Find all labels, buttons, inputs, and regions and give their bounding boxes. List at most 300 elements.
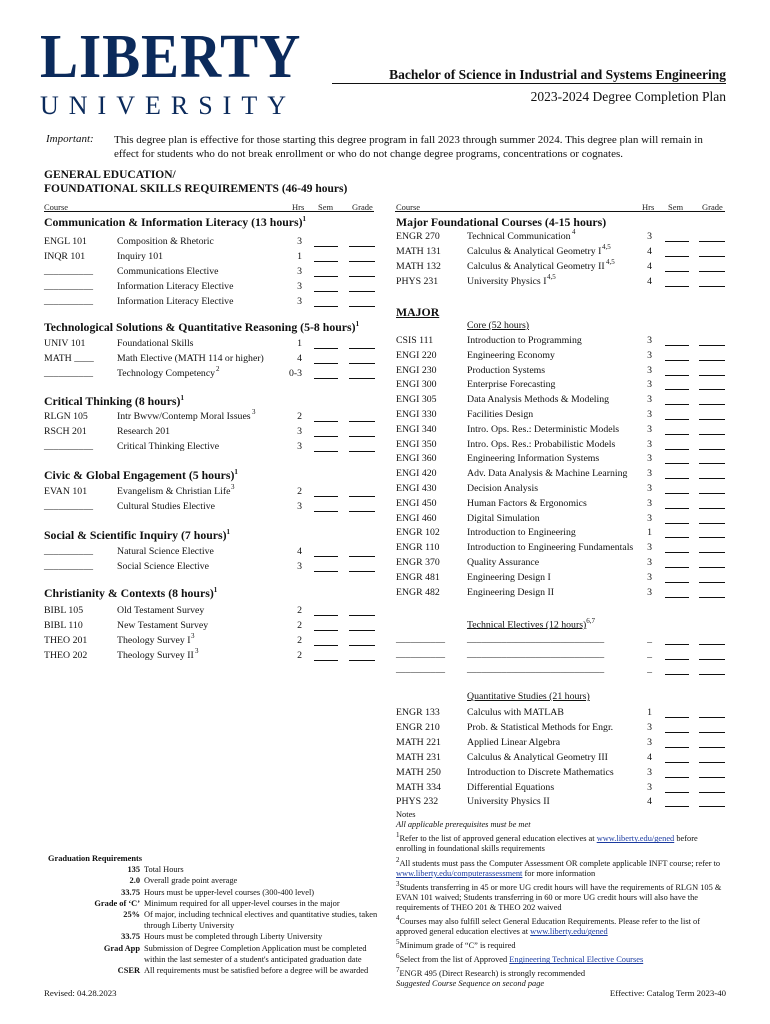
gen-ed-heading-line1: GENERAL EDUCATION/ bbox=[44, 169, 176, 181]
course-row bbox=[44, 560, 378, 574]
course-code: RLGN 105 bbox=[44, 411, 88, 422]
grade-blank[interactable] bbox=[699, 597, 725, 598]
note-1-text-b: before enrolling in foundational skills requirements bbox=[396, 834, 698, 854]
semester-blank[interactable] bbox=[665, 537, 689, 538]
course-code: ENGI 340 bbox=[396, 423, 437, 435]
course-code: ENGR 102 bbox=[396, 527, 440, 539]
course-hours: 4 bbox=[647, 260, 652, 272]
course-name: New Testament Survey bbox=[117, 619, 209, 631]
course-code: THEO 202 bbox=[44, 649, 88, 661]
course-row bbox=[396, 795, 728, 809]
course-row bbox=[44, 250, 378, 264]
course-name: University Physics II bbox=[467, 796, 550, 808]
grade-blank[interactable] bbox=[699, 449, 725, 450]
course-hours: 4 bbox=[297, 546, 302, 557]
course-code: ENGI 220 bbox=[396, 349, 437, 361]
grad-value: Overall grade point average bbox=[144, 876, 238, 886]
important-text: This degree plan is effective for those starting this degree program in fall 2023 through summer 2024. This degree plan will remain in effect for students who do not break enrollment or who do not change degree programs, concentrations or cognates. bbox=[114, 134, 703, 160]
note-2-text: All students must pass the Computer Assessment OR complete applicable INFT course; refer to bbox=[399, 858, 721, 868]
grad-row bbox=[44, 965, 384, 976]
course-row bbox=[396, 736, 728, 750]
grade-blank[interactable] bbox=[349, 630, 375, 631]
course-hours: _ bbox=[647, 649, 652, 660]
grade-blank[interactable] bbox=[699, 644, 725, 645]
course-code: INQR 101 bbox=[44, 250, 86, 262]
course-hours: 3 bbox=[647, 394, 652, 406]
course-hours: 3 bbox=[647, 766, 652, 778]
right-col-course: Course bbox=[396, 202, 421, 212]
course-row bbox=[44, 500, 378, 514]
footnote-ref: 4,5 bbox=[602, 242, 611, 251]
semester-blank[interactable] bbox=[665, 271, 689, 272]
section-title bbox=[44, 320, 359, 335]
course-name: Natural Science Elective bbox=[117, 546, 214, 557]
grade-blank[interactable] bbox=[699, 762, 725, 763]
grade-blank[interactable] bbox=[349, 378, 375, 379]
grade-blank[interactable] bbox=[699, 463, 725, 464]
grad-value: Minimum required for all upper-level courses in the major bbox=[144, 898, 340, 908]
footnote-ref: 3 bbox=[231, 483, 235, 491]
course-hours: 1 bbox=[297, 338, 302, 349]
grade-blank[interactable] bbox=[349, 571, 375, 572]
course-name: Introduction to Engineering Fundamentals bbox=[467, 542, 634, 554]
semester-blank[interactable] bbox=[665, 732, 689, 733]
major-title: MAJOR bbox=[396, 305, 440, 319]
gened-link-2[interactable]: www.liberty.edu/gened bbox=[530, 927, 608, 937]
course-hours: 0-3 bbox=[288, 367, 302, 379]
course-code: __________ bbox=[396, 664, 445, 675]
grade-blank[interactable] bbox=[699, 419, 725, 420]
semester-blank[interactable] bbox=[665, 434, 689, 435]
graduation-requirements bbox=[44, 853, 384, 976]
course-row bbox=[44, 646, 378, 663]
grade-blank[interactable] bbox=[349, 451, 375, 452]
course-name: Differential Equations bbox=[467, 781, 555, 793]
semester-blank[interactable] bbox=[665, 463, 689, 464]
footnote-ref: 4 bbox=[572, 228, 576, 236]
semester-blank[interactable] bbox=[665, 389, 689, 390]
grade-blank[interactable] bbox=[699, 404, 725, 405]
course-code: MATH 132 bbox=[396, 260, 441, 272]
course-name: Adv. Data Analysis & Machine Learning bbox=[467, 468, 628, 480]
course-hours: 3 bbox=[297, 560, 302, 572]
course-hours: 2 bbox=[297, 486, 302, 497]
semester-blank[interactable] bbox=[314, 511, 338, 512]
course-row bbox=[396, 482, 728, 496]
course-row bbox=[396, 230, 728, 244]
course-code: __________ bbox=[44, 265, 93, 277]
course-row bbox=[396, 541, 728, 555]
course-row bbox=[44, 280, 378, 294]
quant-title-text: Quantitative Studies (21 hours) bbox=[467, 691, 590, 702]
course-row bbox=[396, 242, 728, 259]
semester-blank[interactable] bbox=[314, 276, 338, 277]
course-code: PHYS 231 bbox=[396, 275, 439, 287]
grad-key: Grade of ‘C’ bbox=[94, 898, 140, 908]
grade-blank[interactable] bbox=[349, 291, 375, 292]
course-row bbox=[396, 721, 728, 735]
course-name: Communications Elective bbox=[117, 265, 219, 277]
grade-blank[interactable] bbox=[699, 537, 725, 538]
course-hours: _ bbox=[647, 664, 652, 675]
course-name: Introduction to Engineering bbox=[467, 527, 576, 539]
grade-blank[interactable] bbox=[699, 792, 725, 793]
course-hours: 3 bbox=[647, 781, 652, 793]
semester-blank[interactable] bbox=[665, 241, 689, 242]
course-code: ENGI 300 bbox=[396, 379, 437, 391]
grad-key: 33.75 bbox=[121, 932, 140, 942]
semester-blank[interactable] bbox=[314, 436, 338, 437]
computer-assessment-link[interactable]: www.liberty.edu/computerassessment bbox=[396, 868, 523, 878]
course-name: Calculus & Analytical Geometry II bbox=[467, 260, 605, 272]
grade-blank[interactable] bbox=[699, 674, 725, 675]
notes-title: Notes bbox=[396, 810, 416, 819]
grade-blank[interactable] bbox=[349, 496, 375, 497]
semester-blank[interactable] bbox=[665, 674, 689, 675]
semester-blank[interactable] bbox=[314, 261, 338, 262]
course-name: Calculus & Analytical Geometry III bbox=[467, 751, 608, 763]
course-hours: 2 bbox=[297, 649, 302, 661]
grade-blank[interactable] bbox=[349, 348, 375, 349]
grad-row bbox=[44, 864, 384, 875]
course-hours: 3 bbox=[647, 364, 652, 376]
grad-value: Hours must be completed through Liberty University bbox=[144, 932, 323, 942]
course-name: ____________________________ bbox=[467, 664, 605, 675]
grade-blank[interactable] bbox=[699, 493, 725, 494]
grad-row bbox=[44, 887, 384, 898]
grade-blank[interactable] bbox=[349, 436, 375, 437]
course-code: __________ bbox=[44, 440, 93, 452]
semester-blank[interactable] bbox=[665, 404, 689, 405]
semester-blank[interactable] bbox=[665, 523, 689, 524]
course-hours: 3 bbox=[647, 736, 652, 748]
grad-row bbox=[44, 909, 384, 931]
course-row bbox=[396, 272, 728, 289]
course-code: ENGI 420 bbox=[396, 468, 437, 480]
grade-blank[interactable] bbox=[699, 271, 725, 272]
course-name: Engineering Design II bbox=[467, 586, 555, 598]
grade-blank[interactable] bbox=[699, 478, 725, 479]
grad-key: 135 bbox=[127, 865, 140, 875]
semester-blank[interactable] bbox=[314, 246, 338, 247]
course-hours: 4 bbox=[647, 245, 652, 257]
grade-blank[interactable] bbox=[699, 508, 725, 509]
section-footnote: 1 bbox=[226, 528, 231, 537]
grade-blank[interactable] bbox=[699, 286, 725, 287]
course-row bbox=[396, 423, 728, 437]
course-hours: 3 bbox=[647, 349, 652, 361]
section-title-text: Christianity & Contexts (8 hours) bbox=[44, 586, 214, 600]
semester-blank[interactable] bbox=[665, 806, 689, 807]
semester-blank[interactable] bbox=[665, 717, 689, 718]
course-row bbox=[44, 545, 378, 559]
section-title: Major Foundational Courses (4-15 hours) bbox=[396, 215, 607, 229]
course-name: Introduction to Discrete Mathematics bbox=[467, 766, 614, 778]
grade-blank[interactable] bbox=[699, 717, 725, 718]
course-hours: 3 bbox=[297, 280, 302, 292]
grade-blank[interactable] bbox=[699, 389, 725, 390]
grad-key: Grad App bbox=[103, 943, 140, 953]
grad-key: 33.75 bbox=[121, 887, 140, 897]
grade-blank[interactable] bbox=[699, 732, 725, 733]
course-row bbox=[396, 751, 728, 765]
course-name: Enterprise Forecasting bbox=[467, 379, 556, 391]
course-name: Applied Linear Algebra bbox=[467, 736, 561, 748]
grade-blank[interactable] bbox=[699, 523, 725, 524]
course-hours: 3 bbox=[297, 295, 302, 307]
grade-blank[interactable] bbox=[699, 360, 725, 361]
course-name: Old Testament Survey bbox=[117, 605, 205, 616]
page-subtitle: 2023-2024 Degree Completion Plan bbox=[530, 89, 726, 104]
note-3-text: Students transferring in 45 or more UG credit hours will have the requirements of RLGN 105 & EVAN 101 waived; Students transferring in 60 or more UG credit hours will also have the requirements of THEO 201 & THEO 202 waived bbox=[396, 882, 722, 913]
course-code: __________ bbox=[44, 560, 93, 572]
semester-blank[interactable] bbox=[665, 659, 689, 660]
course-code: ENGI 305 bbox=[396, 394, 437, 406]
semester-blank[interactable] bbox=[314, 630, 338, 631]
core-title bbox=[467, 320, 529, 331]
course-row bbox=[396, 349, 728, 363]
semester-blank[interactable] bbox=[314, 451, 338, 452]
course-row bbox=[396, 766, 728, 780]
semester-blank[interactable] bbox=[665, 419, 689, 420]
section-footnote: 1 bbox=[234, 468, 238, 477]
course-row bbox=[44, 235, 378, 249]
course-row bbox=[396, 706, 728, 720]
course-hours: 3 bbox=[647, 586, 652, 598]
course-hours: 1 bbox=[647, 527, 652, 539]
grade-blank[interactable] bbox=[349, 421, 375, 422]
course-hours: 4 bbox=[647, 275, 652, 287]
grade-blank[interactable] bbox=[699, 777, 725, 778]
course-name: Prob. & Statistical Methods for Engr. bbox=[467, 721, 614, 733]
semester-blank[interactable] bbox=[665, 345, 689, 346]
course-hours: 4 bbox=[297, 352, 302, 364]
course-hours: 3 bbox=[647, 231, 652, 242]
section-footnote: 1 bbox=[302, 215, 307, 224]
semester-blank[interactable] bbox=[314, 421, 338, 422]
course-hours: 3 bbox=[647, 379, 652, 391]
grad-row bbox=[44, 875, 384, 886]
semester-blank[interactable] bbox=[665, 286, 689, 287]
gen-ed-heading bbox=[44, 168, 384, 196]
course-code: ENGR 270 bbox=[396, 231, 440, 242]
section-title bbox=[44, 468, 238, 483]
effective-term: Effective: Catalog Term 2023-40 bbox=[609, 988, 726, 998]
course-code: ENGI 330 bbox=[396, 409, 437, 420]
grade-blank[interactable] bbox=[699, 552, 725, 553]
course-code: MATH 131 bbox=[396, 245, 441, 257]
semester-blank[interactable] bbox=[314, 291, 338, 292]
grade-blank[interactable] bbox=[699, 806, 725, 807]
grade-blank[interactable] bbox=[699, 345, 725, 346]
note-2-text-b: for more information bbox=[522, 868, 596, 878]
course-name: ____________________________ bbox=[467, 649, 605, 660]
course-row bbox=[396, 364, 728, 378]
section-title-text: Technological Solutions & Quantitative Reasoning (5-8 hours) bbox=[44, 320, 356, 334]
grad-title: Graduation Requirements bbox=[48, 854, 143, 863]
liberty-logo bbox=[40, 23, 330, 120]
course-hours: 1 bbox=[647, 707, 652, 718]
course-code: MATH 250 bbox=[396, 766, 441, 778]
course-code: __________ bbox=[44, 280, 93, 292]
grad-value: Hours must be upper-level courses (300-400 level) bbox=[144, 887, 315, 897]
semester-blank[interactable] bbox=[665, 360, 689, 361]
course-code: BIBL 110 bbox=[44, 619, 83, 631]
grade-blank[interactable] bbox=[349, 363, 375, 364]
semester-blank[interactable] bbox=[665, 582, 689, 583]
course-name: Intr Bwvw/Contemp Moral Issues bbox=[117, 411, 251, 422]
grade-blank[interactable] bbox=[349, 645, 375, 646]
header-rule bbox=[332, 83, 726, 84]
tech-electives-footnote: 6,7 bbox=[586, 617, 596, 625]
semester-blank[interactable] bbox=[665, 508, 689, 509]
course-code: MATH 231 bbox=[396, 751, 441, 763]
course-row bbox=[396, 497, 728, 511]
course-row bbox=[396, 633, 728, 647]
semester-blank[interactable] bbox=[665, 747, 689, 748]
section-title bbox=[44, 215, 306, 230]
section-title bbox=[44, 394, 184, 409]
course-row bbox=[396, 257, 728, 274]
course-row bbox=[396, 571, 728, 585]
grade-blank[interactable] bbox=[699, 256, 725, 257]
semester-blank[interactable] bbox=[314, 615, 338, 616]
course-name: Calculus & Analytical Geometry I bbox=[467, 245, 602, 257]
course-hours: 3 bbox=[647, 512, 652, 524]
semester-blank[interactable] bbox=[665, 567, 689, 568]
course-row bbox=[396, 452, 728, 466]
course-hours: 3 bbox=[647, 409, 652, 420]
suggested-sequence: Suggested Course Sequence on second page bbox=[396, 979, 545, 989]
course-row bbox=[44, 352, 378, 366]
course-hours: 3 bbox=[647, 542, 652, 554]
revised-date: Revised: 04.28.2023 bbox=[44, 988, 117, 998]
semester-blank[interactable] bbox=[665, 449, 689, 450]
gen-ed-heading-line2: FOUNDATIONAL SKILLS REQUIREMENTS (46-49 hours) bbox=[44, 183, 348, 195]
grade-blank[interactable] bbox=[699, 659, 725, 660]
section-footnote: 1 bbox=[213, 586, 218, 595]
section-title bbox=[44, 528, 230, 543]
course-code: __________ bbox=[44, 295, 93, 307]
section-footnote: 1 bbox=[180, 394, 184, 403]
grade-blank[interactable] bbox=[699, 747, 725, 748]
grade-blank[interactable] bbox=[349, 246, 375, 247]
note-5: $^5$Minimum grade of “C” is required bbox=[396, 938, 516, 951]
course-hours: 2 bbox=[297, 411, 302, 422]
semester-blank[interactable] bbox=[665, 375, 689, 376]
grade-blank[interactable] bbox=[699, 241, 725, 242]
logo-university-text: UNIVERSITY bbox=[40, 91, 296, 120]
course-hours: 2 bbox=[297, 605, 302, 616]
semester-blank[interactable] bbox=[314, 556, 338, 557]
semester-blank[interactable] bbox=[314, 348, 338, 349]
grade-blank[interactable] bbox=[349, 660, 375, 661]
grade-blank[interactable] bbox=[349, 261, 375, 262]
course-row bbox=[44, 440, 378, 454]
semester-blank[interactable] bbox=[314, 363, 338, 364]
note-7-text: ENGR 495 (Direct Research) is strongly recommended bbox=[399, 969, 586, 979]
semester-blank[interactable] bbox=[314, 571, 338, 572]
tech-elective-link[interactable]: Engineering Technical Elective Courses bbox=[509, 955, 644, 965]
course-code: ENGI 350 bbox=[396, 438, 437, 450]
important-label: Important: bbox=[46, 133, 94, 145]
course-row bbox=[44, 337, 378, 351]
semester-blank[interactable] bbox=[665, 792, 689, 793]
left-col-hrs: Hrs bbox=[292, 202, 305, 212]
semester-blank[interactable] bbox=[314, 496, 338, 497]
course-name: Human Factors & Ergonomics bbox=[467, 497, 587, 509]
course-name: Technology Competency bbox=[117, 367, 216, 379]
semester-blank[interactable] bbox=[314, 378, 338, 379]
gened-link[interactable]: www.liberty.edu/gened bbox=[596, 834, 675, 844]
course-hours: 4 bbox=[647, 751, 652, 763]
grade-blank[interactable] bbox=[699, 375, 725, 376]
course-row bbox=[396, 438, 728, 452]
course-row bbox=[396, 467, 728, 481]
grade-blank[interactable] bbox=[699, 434, 725, 435]
right-col-hrs: Hrs bbox=[642, 202, 655, 212]
grad-row bbox=[44, 943, 384, 965]
left-col-sem: Sem bbox=[318, 202, 334, 212]
course-hours: 3 bbox=[297, 500, 302, 512]
grade-blank[interactable] bbox=[349, 306, 375, 307]
semester-blank[interactable] bbox=[665, 777, 689, 778]
section-title-text: Critical Thinking (8 hours) bbox=[44, 394, 181, 408]
course-row bbox=[396, 393, 728, 407]
course-code: ENGI 450 bbox=[396, 497, 437, 509]
semester-blank[interactable] bbox=[314, 645, 338, 646]
section-title-text: Civic & Global Engagement (5 hours) bbox=[44, 468, 235, 482]
course-code: ENGI 360 bbox=[396, 453, 437, 465]
semester-blank[interactable] bbox=[665, 762, 689, 763]
semester-blank[interactable] bbox=[665, 478, 689, 479]
grade-blank[interactable] bbox=[349, 276, 375, 277]
semester-blank[interactable] bbox=[665, 493, 689, 494]
course-hours: 2 bbox=[297, 619, 302, 631]
course-code: ENGR 482 bbox=[396, 586, 440, 598]
course-row bbox=[396, 526, 728, 540]
course-row bbox=[396, 378, 728, 392]
course-row bbox=[44, 265, 378, 279]
course-code: __________ bbox=[44, 546, 93, 557]
course-name: Theology Survey II bbox=[117, 649, 194, 661]
grade-blank[interactable] bbox=[699, 582, 725, 583]
course-row bbox=[396, 781, 728, 795]
notes-intro: All applicable prerequisites must be met bbox=[396, 820, 531, 830]
grade-blank[interactable] bbox=[699, 567, 725, 568]
course-hours: 3 bbox=[647, 468, 652, 480]
semester-blank[interactable] bbox=[314, 306, 338, 307]
course-row bbox=[44, 631, 378, 648]
grade-blank[interactable] bbox=[349, 615, 375, 616]
course-code: __________ bbox=[396, 634, 445, 645]
semester-blank[interactable] bbox=[665, 256, 689, 257]
course-code: ENGR 210 bbox=[396, 721, 440, 733]
course-hours: 3 bbox=[647, 335, 652, 346]
course-hours: 3 bbox=[647, 483, 652, 494]
grade-blank[interactable] bbox=[349, 511, 375, 512]
semester-blank[interactable] bbox=[665, 597, 689, 598]
course-hours: 3 bbox=[647, 497, 652, 509]
semester-blank[interactable] bbox=[665, 644, 689, 645]
grade-blank[interactable] bbox=[349, 556, 375, 557]
right-col-grade: Grade bbox=[702, 202, 723, 212]
course-name: Production Systems bbox=[467, 364, 546, 376]
course-hours: 3 bbox=[297, 236, 302, 247]
course-code: __________ bbox=[44, 367, 93, 379]
semester-blank[interactable] bbox=[314, 660, 338, 661]
semester-blank[interactable] bbox=[665, 552, 689, 553]
